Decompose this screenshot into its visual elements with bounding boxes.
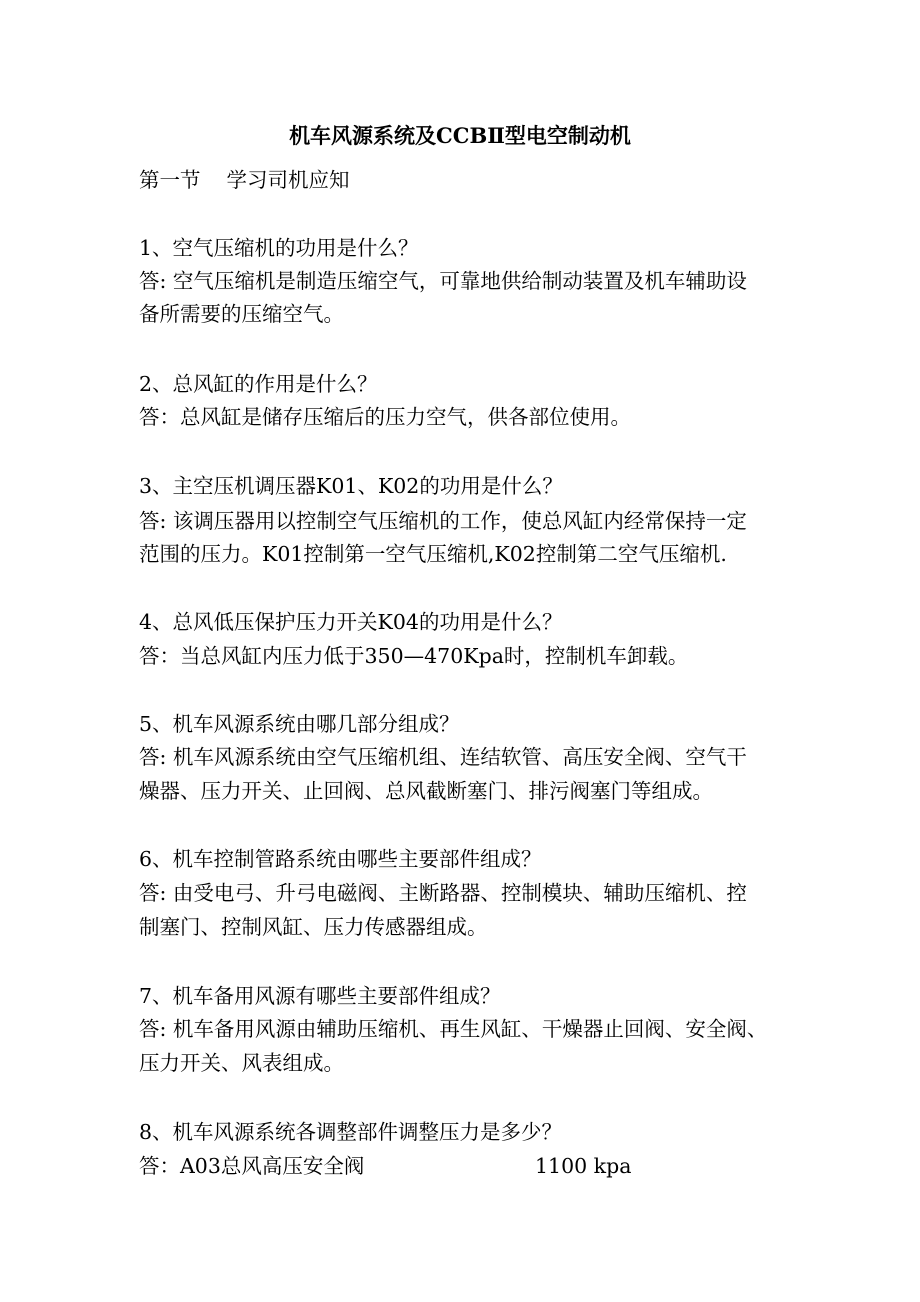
answer-2-line-1: 答：总风缸是储存压缩后的压力空气，供各部位使用。	[139, 405, 631, 429]
section-name: 学习司机应知	[226, 168, 350, 192]
section-heading	[139, 164, 799, 196]
answer-5-line-1: 答: 机车风源系统由空气压缩机组、连结软管、高压安全阀、空气干	[139, 745, 747, 769]
answer-6-line-1: 答: 由受电弓、升弓电磁阀、主断路器、控制模块、辅助压缩机、控	[139, 881, 747, 905]
answer-7-line-2: 压力开关、风表组成。	[139, 1051, 344, 1075]
question-6: 6、机车控制管路系统由哪些主要部件组成？	[139, 847, 542, 871]
answer-6-line-2: 制塞门、控制风缸、压力传感器组成。	[139, 915, 488, 939]
answer-8-value: 1100 kpa	[535, 1154, 632, 1178]
question-7: 7、机车备用风源有哪些主要部件组成？	[139, 984, 501, 1008]
question-8: 8、机车风源系统各调整部件调整压力是多少？	[139, 1120, 563, 1144]
answer-1-line-2: 备所需要的压缩空气。	[139, 302, 344, 326]
answer-3-line-1: 答: 该调压器用以控制空气压缩机的工作，使总风缸内经常保持一定	[139, 509, 747, 533]
document-title: 机车风源系统及CCBⅡ型电空制动机	[289, 123, 631, 148]
answer-3-line-2: 范围的压力。K01控制第一空气压缩机,K02控制第二空气压缩机.	[139, 542, 727, 566]
answer-5-line-2: 燥器、压力开关、止回阀、总风截断塞门、排污阀塞门等组成。	[139, 779, 713, 803]
question-1: 1、空气压缩机的功用是什么？	[139, 236, 419, 260]
answer-8-line-1	[139, 1150, 799, 1182]
section-number: 第一节	[139, 168, 201, 192]
answer-7-line-1: 答: 机车备用风源由辅助压缩机、再生风缸、干燥器止回阀、安全阀、	[139, 1017, 768, 1041]
question-5: 5、机车风源系统由哪几部分组成？	[139, 712, 460, 736]
question-4: 4、总风低压保护压力开关K04的功用是什么？	[139, 610, 563, 634]
question-3: 3、主空压机调压器K01、K02的功用是什么？	[139, 474, 563, 498]
answer-1-line-1: 答: 空气压缩机是制造压缩空气，可靠地供给制动装置及机车辅助设	[139, 269, 747, 293]
question-2: 2、总风缸的作用是什么？	[139, 372, 378, 396]
answer-4-line-1: 答：当总风缸内压力低于350—470Kpa时，控制机车卸载。	[139, 644, 689, 668]
answer-8-item: 答：A03总风高压安全阀	[139, 1154, 365, 1178]
